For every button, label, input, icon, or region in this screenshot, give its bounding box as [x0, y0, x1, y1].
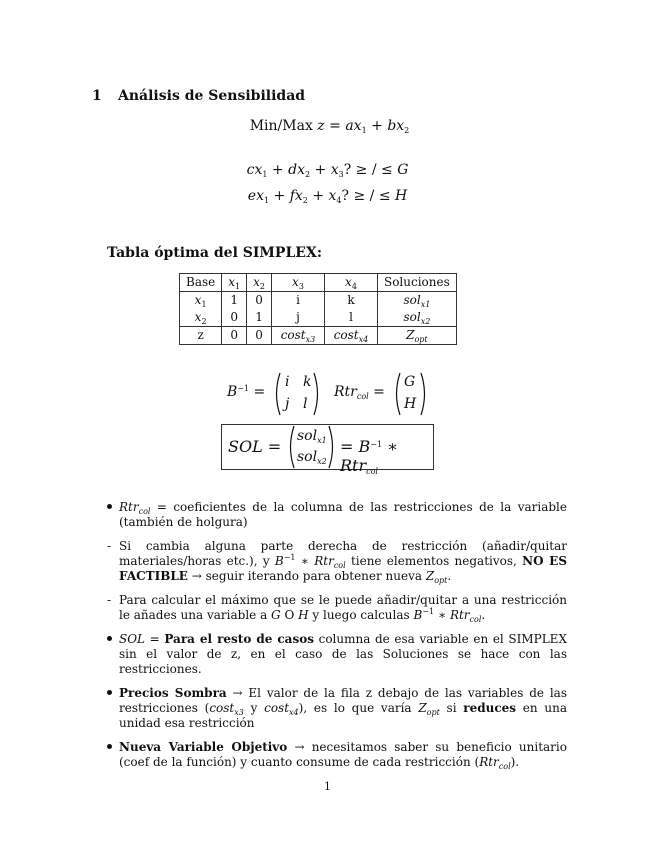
table-header-row: [180, 274, 457, 292]
left-paren-icon: [286, 425, 296, 469]
right-paren-icon: [327, 425, 337, 469]
binv-entry: l: [303, 396, 308, 412]
objective-function: Min/Max $z = ax_1 + bx_2$: [249, 118, 410, 135]
row-base-x1: $x_1$: [180, 292, 222, 310]
rtr-label: Rtr$_{col}$ =: [334, 384, 385, 401]
constraint-2: $ex_1 + fx_2 + x_4$? ≥ / ≤ H: [247, 188, 408, 205]
table-title: Tabla óptima del SIMPLEX:: [107, 245, 322, 261]
binv-entry: j: [285, 396, 290, 412]
table-cell: i: [271, 292, 324, 310]
dash-icon: -: [107, 593, 112, 607]
header-base: Base: [180, 274, 222, 292]
table-cell: sol$_{x1}$: [377, 292, 456, 310]
list-item: Nueva Variable Objetivo → necesitamos saber su beneficio unitario (coef de la función) y cuanto consume de cada restricción (Rtr$_{col}$).: [107, 740, 567, 770]
section-heading: [92, 88, 305, 104]
sol-rhs: = $B^{-1}$ ∗ Rtr$_{col}$: [340, 437, 399, 476]
constraint-1: $cx_1 + dx_2 + x_3$? ≥ / ≤ G: [246, 162, 409, 179]
table-cell: l: [324, 309, 377, 327]
header-x1: $x_1$: [222, 274, 247, 292]
table-cell: 0: [247, 292, 272, 310]
table-row: [180, 327, 457, 345]
matrices-row: [0, 372, 655, 416]
list-item: Rtr$_{col}$ = coeficientes de la columna de las restricciones de la variable (también de holgura): [107, 500, 567, 530]
header-soluciones: Soluciones: [377, 274, 456, 292]
right-paren-icon: [312, 372, 322, 416]
table-row: [180, 309, 457, 327]
header-x2: $x_2$: [247, 274, 272, 292]
row-base-x2: $x_2$: [180, 309, 222, 327]
table-cell: 1: [247, 309, 272, 327]
bullet-icon: [107, 632, 112, 647]
table-cell: j: [271, 309, 324, 327]
table-cell: 0: [247, 327, 272, 345]
rtr-entry: H: [404, 396, 417, 412]
bullet-icon: [107, 740, 112, 755]
right-paren-icon: [419, 372, 429, 416]
sol-label: SOL =: [228, 437, 282, 456]
bullet-icon: [107, 500, 112, 515]
table-row: [180, 292, 457, 310]
left-paren-icon: [392, 372, 402, 416]
binv-label: $B^{-1}$ =: [227, 384, 266, 400]
binv-entry: i: [285, 374, 290, 390]
table-cell: 0: [222, 327, 247, 345]
sol-formula-box: [221, 424, 434, 476]
sol-entry: sol$_{x2}$: [297, 449, 327, 466]
list-item: - Para calcular el máximo que se le puede añadir/quitar a una restricción le añades una variable a G O H y luego calculas $B^{-1}$ ∗ Rtr$_{col}$.: [107, 593, 567, 624]
table-cell: cost$_{x4}$: [324, 327, 377, 345]
bullet-icon: [107, 686, 112, 701]
page-number: 1: [324, 780, 331, 793]
row-base-z: z: [180, 327, 222, 345]
table-cell: cost$_{x3}$: [271, 327, 324, 345]
rtr-entry: G: [404, 374, 416, 390]
dash-icon: -: [107, 539, 112, 553]
section-title: Análisis de Sensibilidad: [118, 88, 306, 104]
list-item: Precios Sombra → El valor de la fila z debajo de las variables de las restricciones (cost$_{x3}$ y cost$_{x4}$), es lo que varía $Z_{opt}$ si reduces en una unidad esa restricción: [107, 686, 567, 731]
left-paren-icon: [272, 372, 282, 416]
section-number: 1: [92, 88, 102, 104]
simplex-table: [179, 273, 457, 345]
binv-entry: k: [303, 374, 312, 390]
table-cell: 0: [222, 309, 247, 327]
table-cell: 1: [222, 292, 247, 310]
notes-list: [107, 500, 567, 779]
sol-entry: sol$_{x1}$: [297, 428, 327, 445]
list-item: - Si cambia alguna parte derecha de restricción (añadir/quitar materiales/horas etc.), y $B^{-1}$ ∗ Rtr$_{col}$ tiene elementos negativos, NO ES FACTIBLE → seguir iterando para obtener nueva $Z_{opt}$.: [107, 539, 567, 585]
header-x3: $x_3$: [271, 274, 324, 292]
header-x4: $x_4$: [324, 274, 377, 292]
table-cell: sol$_{x2}$: [377, 309, 456, 327]
table-cell: $Z_{opt}$: [377, 327, 456, 345]
list-item: SOL = Para el resto de casos columna de esa variable en el SIMPLEX sin el valor de z, en el caso de las Soluciones se hace con las restricciones.: [107, 632, 567, 677]
table-cell: k: [324, 292, 377, 310]
